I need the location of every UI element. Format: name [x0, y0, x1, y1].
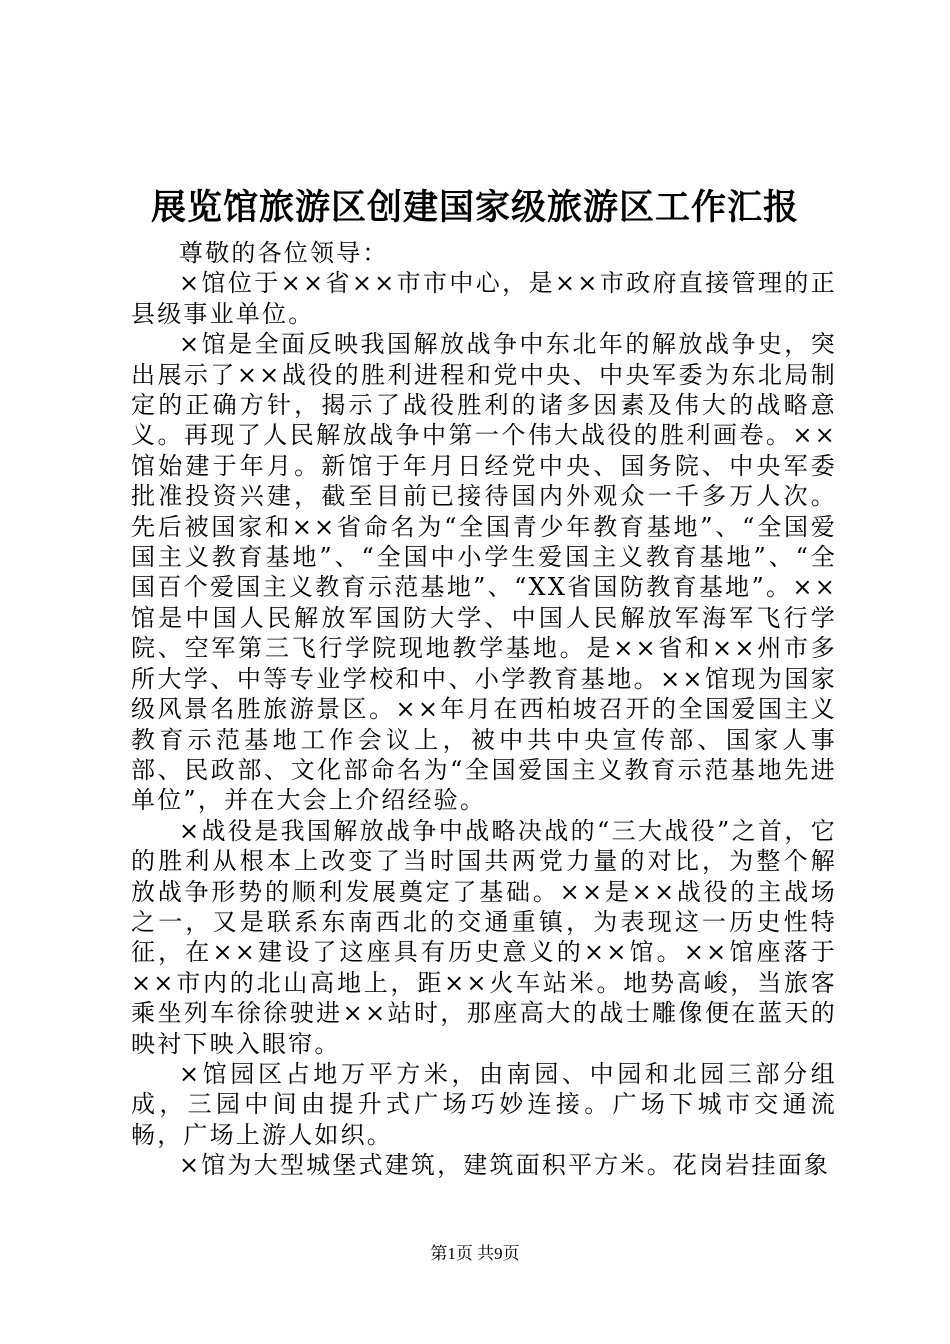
greeting: 尊敬的各位领导：: [179, 239, 389, 267]
paragraph-3: ×战役是我国解放战争中战略决战的“三大战役”之首，它的胜利从根本上改变了当时国共两党力量的对比，为整个解放战争形势的顺利发展奠定了基础。××是××战役的主战场之一，又是联系东南西北的交通重镇，为表现这一历史性特征，在××建设了这座具有历史意义的××馆。××馆座落于××市内的北山高地上，距××火车站米。地势高峻，当旅客乘坐列车徐徐驶进××站时，那座高大的战士雕像便在蓝天的映衬下映入眼帘。: [131, 816, 837, 1058]
document-title: 展览馆旅游区创建国家级旅游区工作汇报: [150, 187, 799, 228]
paragraph-4: ×馆园区占地万平方米，由南园、中园和北园三部分组成，三园中间由提升式广场巧妙连接。广场下城市交通流畅，广场上游人如织。: [131, 1059, 837, 1149]
paragraph-2: ×馆是全面反映我国解放战争中东北年的解放战争史，突出展示了××战役的胜利进程和党中央、中央军委为东北局制定的正确方针，揭示了战役胜利的诸多因素及伟大的战略意义。再现了人民解放战争中第一个伟大战役的胜利画卷。××馆始建于年月。新馆于年月日经党中央、国务院、中央军委批准投资兴建，截至目前已接待国内外观众一千多万人次。先后被国家和××省命名为“全国青少年教育基地”、“全国爱国主义教育基地”、“全国中小学生爱国主义教育基地”、“全国百个爱国主义教育示范基地”、“XX省国防教育基地”。××馆是中国人民解放军国防大学、中国人民解放军海军飞行学院、空军第三飞行学院现地教学基地。是××省和××州市多所大学、中等专业学校和中、小学教育基地。××馆现为国家级风景名胜旅游景区。××年月在西柏坡召开的全国爱国主义教育示范基地工作会议上，被中共中央宣传部、国家人事部、民政部、文化部命名为“全国爱国主义教育示范基地先进单位”，并在大会上介绍经验。: [131, 330, 837, 815]
page-number-footer: 第1页 共9页: [430, 1244, 520, 1263]
document-body: [131, 238, 837, 1181]
paragraph-5: ×馆为大型城堡式建筑，建筑面积平方米。花岗岩挂面象: [179, 1151, 831, 1180]
paragraph-1: ×馆位于××省××市市中心，是××市政府直接管理的正县级事业单位。: [131, 269, 837, 328]
